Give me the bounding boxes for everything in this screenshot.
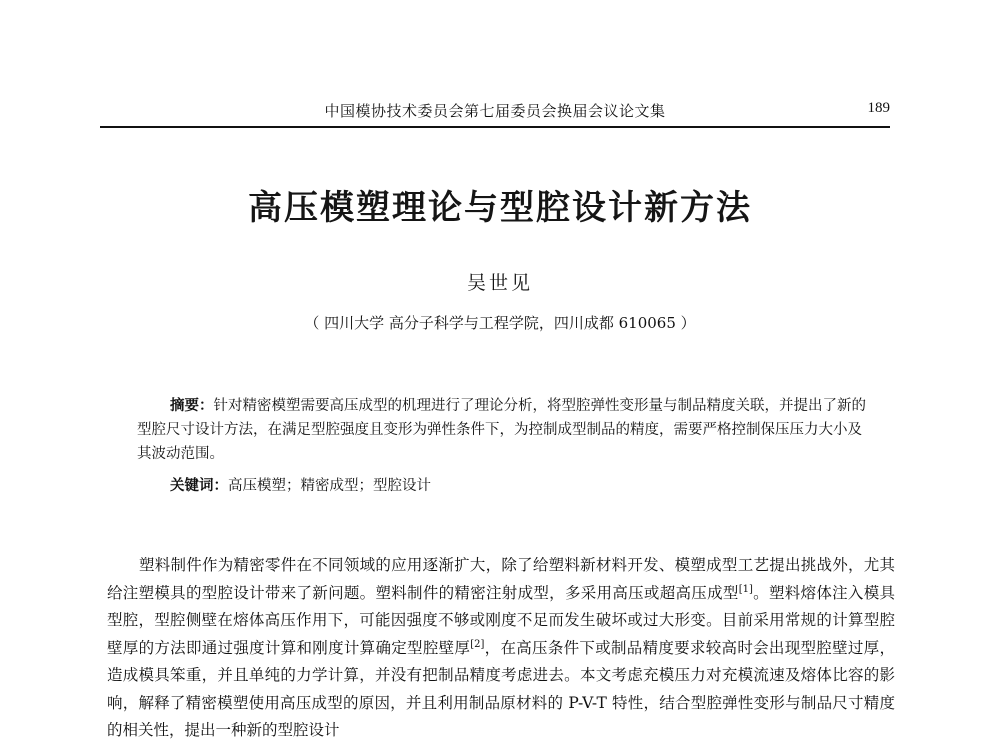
running-header: [100, 96, 890, 128]
author: 吴世见: [466, 272, 533, 294]
body-text-part3: ，在高压条件下或制品精度要求较高时会出现型腔壁过厚，造成模具笨重，并且单纯的力学计算，并没有把制品精度考虑进去。本文考虑充模压力对充模流速及熔体比容的影响，解释了精密模塑使用高压成型的原因，并且利用制品原材料的 P-V-T 特性，结合型腔弹性变形与制品尺寸精度的相关性，提出一种新的型腔设计: [107, 638, 895, 739]
abstract: [137, 394, 867, 466]
paper-title: 高压模塑理论与型腔设计新方法: [248, 188, 752, 228]
citation-2: [2]: [470, 638, 485, 650]
keywords: [170, 474, 431, 495]
body-text-part2: 。塑料熔体注入模具型腔，型腔侧壁在熔体高压作用下，可能因强度不够或刚度不足而发生破坏或过大形变。目前采用常规的计算型腔壁厚的方法即通过强度计算和刚度计算确定型腔壁厚: [107, 583, 895, 657]
abstract-label: 摘要：: [170, 398, 214, 414]
abstract-text: 针对精密模塑需要高压成型的机理进行了理论分析，将型腔弹性变形量与制品精度关联，并提出了新的型腔尺寸设计方法，在满足型腔强度且变形为弹性条件下，为控制成型制品的精度，需要严格控制保压压力大小及其波动范围。: [137, 398, 866, 462]
body-text-part1: 塑料制件作为精密零件在不同领域的应用逐渐扩大，除了给塑料新材料开发、模塑成型工艺提出挑战外，尤其给注塑模具的型腔设计带来了新问题。塑料制件的精密注射成型，多采用高压或超高压成型: [107, 556, 895, 602]
body-paragraph: [107, 552, 895, 745]
keywords-text: 高压模塑；精密成型；型腔设计: [228, 478, 431, 494]
affiliation: （ 四川大学 高分子科学与工程学院，四川成都 610065 ）: [304, 314, 696, 332]
body-text: [107, 552, 895, 745]
running-title: 中国模协技术委员会第七届委员会换届会议论文集: [324, 102, 666, 120]
keywords-label: 关键词：: [170, 478, 228, 494]
page-number: 189: [867, 100, 890, 116]
citation-1: [1]: [738, 583, 753, 595]
